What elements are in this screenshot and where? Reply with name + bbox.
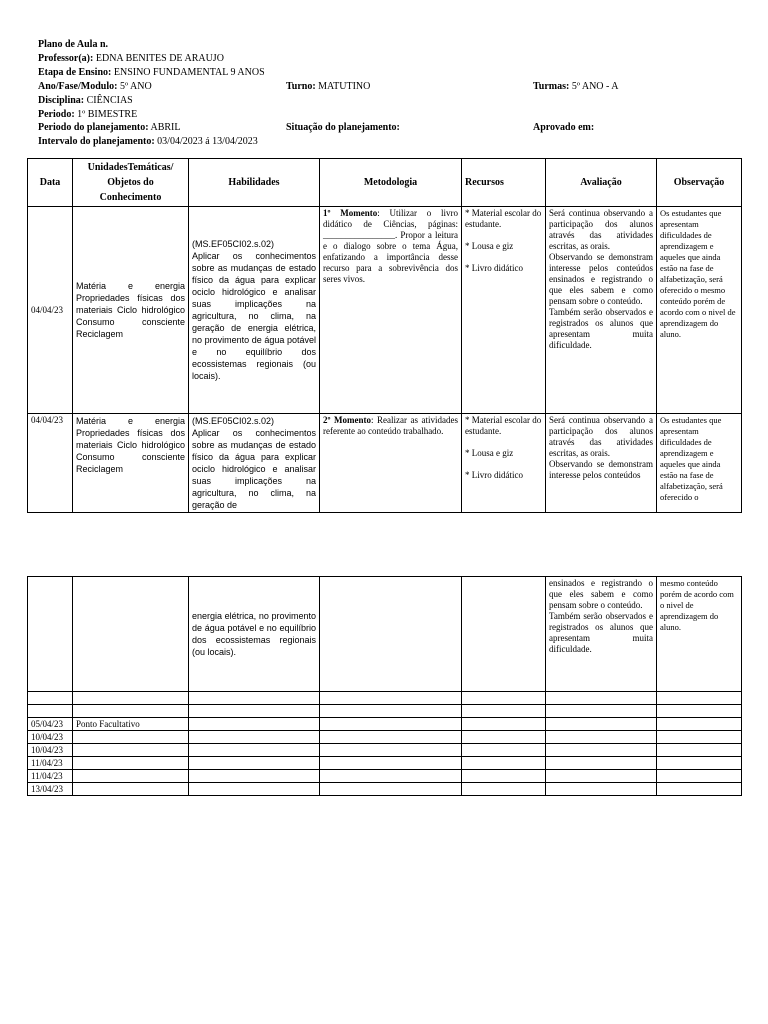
- col-header-unidades: UnidadesTemáticas/ Objetos do Conhecimento: [73, 159, 189, 207]
- schedule-date: 10/04/23: [28, 744, 73, 757]
- lesson-plan-table: [27, 158, 742, 513]
- col-header-habilidades: Habilidades: [189, 159, 320, 207]
- ano-value: 5º ANO: [119, 81, 152, 92]
- periodo-plan-value: ABRIL: [150, 122, 181, 133]
- disciplina-line: Disciplina: CIÊNCIAS: [38, 95, 133, 106]
- col-header-avaliacao: Avaliação: [546, 159, 657, 207]
- row-habilidades: energia elétrica, no provimento de água potável e no equilíbrio dos ecossistemas regionais (ou locais).: [189, 577, 320, 692]
- aprovado-line: Aprovado em:: [533, 122, 595, 133]
- recurso-item: * Livro didático: [465, 470, 523, 480]
- schedule-date: 11/04/23: [28, 770, 73, 783]
- recurso-item: * Lousa e giz: [465, 448, 514, 458]
- schedule-row: [28, 718, 742, 731]
- periodo-line: Periodo: 1º BIMESTRE: [38, 109, 138, 120]
- intervalo-value: 03/04/2023 á 13/04/2023: [157, 136, 258, 147]
- periodo-value: 1º BIMESTRE: [77, 109, 138, 120]
- row-unidades: Matéria e energia Propriedades físicas dos materiais Ciclo hidrológico Consumo consciente Reciclagem: [73, 414, 189, 513]
- schedule-date: 10/04/23: [28, 731, 73, 744]
- row-avaliacao: Será continua observando a participação dos alunos através das atividades escritas, as orais. Observando se demonstram interesse pelos conteúdos: [546, 414, 657, 513]
- table-header-row: [28, 159, 742, 207]
- schedule-date: 13/04/23: [28, 783, 73, 796]
- row-unidades: Matéria e energia Propriedades físicas dos materiais Ciclo hidrológico Consumo consciente Reciclagem: [73, 207, 189, 414]
- schedule-date: 05/04/23: [28, 718, 73, 731]
- row-unidades: [73, 577, 189, 692]
- row-date: [28, 577, 73, 692]
- row-metodologia: 1º Momento: Utilizar o livro didático de Ciências, páginas: ________________. Propor a leitura e o dialogo sobre o tema Água, enfatizando a importância desse recurso para a sobrevivência dos seres vivos.: [320, 207, 462, 414]
- schedule-date: 11/04/23: [28, 757, 73, 770]
- col-header-data: Data: [28, 159, 73, 207]
- etapa-line: Etapa de Ensino: ENSINO FUNDAMENTAL 9 ANOS: [38, 67, 265, 78]
- turno-line: Turno: MATUTINO: [286, 81, 371, 92]
- col-header-observacao: Observação: [657, 159, 742, 207]
- row-observacao: mesmo conteúdo porém de acordo com o nivel de aprendizagem do aluno.: [657, 577, 742, 692]
- row-date: 04/04/23: [28, 207, 73, 414]
- turmas-line: Turmas: 5º ANO - A: [533, 81, 619, 92]
- schedule-text: Ponto Facultativo: [73, 718, 189, 731]
- schedule-row: [28, 783, 742, 796]
- turno-value: MATUTINO: [318, 81, 371, 92]
- schedule-row: [28, 744, 742, 757]
- metodologia-moment-label: 2º Momento: [323, 415, 371, 425]
- schedule-row: [28, 705, 742, 718]
- disciplina-value: CIÊNCIAS: [86, 95, 133, 106]
- row-date: 04/04/23: [28, 414, 73, 513]
- turmas-value: 5º ANO - A: [571, 81, 619, 92]
- periodo-plan-line: Periodo do planejamento: ABRIL: [38, 122, 181, 133]
- etapa-value: ENSINO FUNDAMENTAL 9 ANOS: [113, 67, 265, 78]
- schedule-row: [28, 692, 742, 705]
- table-row: [28, 207, 742, 414]
- row-observacao: Os estudantes que apresentam dificuldades de aprendizagem e aqueles que ainda estão na fase de alfabetização, será oferecido o mesmo conteúdo porém de acordo com o nivel de aprendizagem do aluno.: [657, 207, 742, 414]
- row-avaliacao: Será continua observando a participação dos alunos através das atividades escritas, as orais. Observando se demonstram interesse pelos conteúdos ensinados e registrando o que eles sabem e como pensam sobre o conteúdo. Também serão observados e registrados os alunos que apresentam muita dificuldade.: [546, 207, 657, 414]
- schedule-row: [28, 770, 742, 783]
- row-avaliacao: ensinados e registrando o que eles sabem e como pensam sobre o conteúdo. Também serão observados e registrados os alunos que apresentam muita dificuldade.: [546, 577, 657, 692]
- row-recursos: [462, 207, 546, 414]
- situacao-line: Situação do planejamento:: [286, 122, 400, 133]
- metodologia-moment-label: 1º Momento: [323, 208, 378, 218]
- row-recursos: [462, 414, 546, 513]
- row-observacao: Os estudantes que apresentam dificuldades de aprendizagem e aqueles que ainda estão na fase de alfabetização, será oferecido o: [657, 414, 742, 513]
- plan-title: Plano de Aula n.: [38, 39, 109, 50]
- table-row: [28, 577, 742, 692]
- recurso-item: * Livro didático: [465, 263, 523, 273]
- row-habilidades: (MS.EF05CI02.s.02) Aplicar os conhecimentos sobre as mudanças de estado físico da água para explicar ociclo hidrológico e analisar suas implicações na agricultura, no clima, na geração de energia elétrica, no provimento de água potável e no equilíbrio dos ecossistemas regionais (ou locais).: [189, 207, 320, 414]
- ano-line: Ano/Fase/Modulo: 5º ANO: [38, 81, 152, 92]
- col-header-recursos: Recursos: [462, 159, 546, 207]
- col-header-metodologia: Metodologia: [320, 159, 462, 207]
- schedule-row: [28, 731, 742, 744]
- recurso-item: * Material escolar do estudante.: [465, 415, 542, 436]
- recurso-item: * Material escolar do estudante.: [465, 208, 542, 229]
- row-recursos: [462, 577, 546, 692]
- row-habilidades: (MS.EF05CI02.s.02) Aplicar os conhecimentos sobre as mudanças de estado físico da água para explicar ociclo hidrológico e analisar suas implicações na agricultura, no clima, na geração de: [189, 414, 320, 513]
- professor-value: EDNA BENITES DE ARAUJO: [95, 53, 224, 64]
- schedule-row: [28, 757, 742, 770]
- table-row: [28, 414, 742, 513]
- row-metodologia: [320, 577, 462, 692]
- professor-line: Professor(a): EDNA BENITES DE ARAUJO: [38, 53, 224, 64]
- row-metodologia: 2º Momento: Realizar as atividades referente ao conteúdo trabalhado.: [320, 414, 462, 513]
- intervalo-line: Intervalo do planejamento: 03/04/2023 á 13/04/2023: [38, 136, 258, 147]
- lesson-plan-continuation-table: [27, 576, 742, 796]
- recurso-item: * Lousa e giz: [465, 241, 514, 251]
